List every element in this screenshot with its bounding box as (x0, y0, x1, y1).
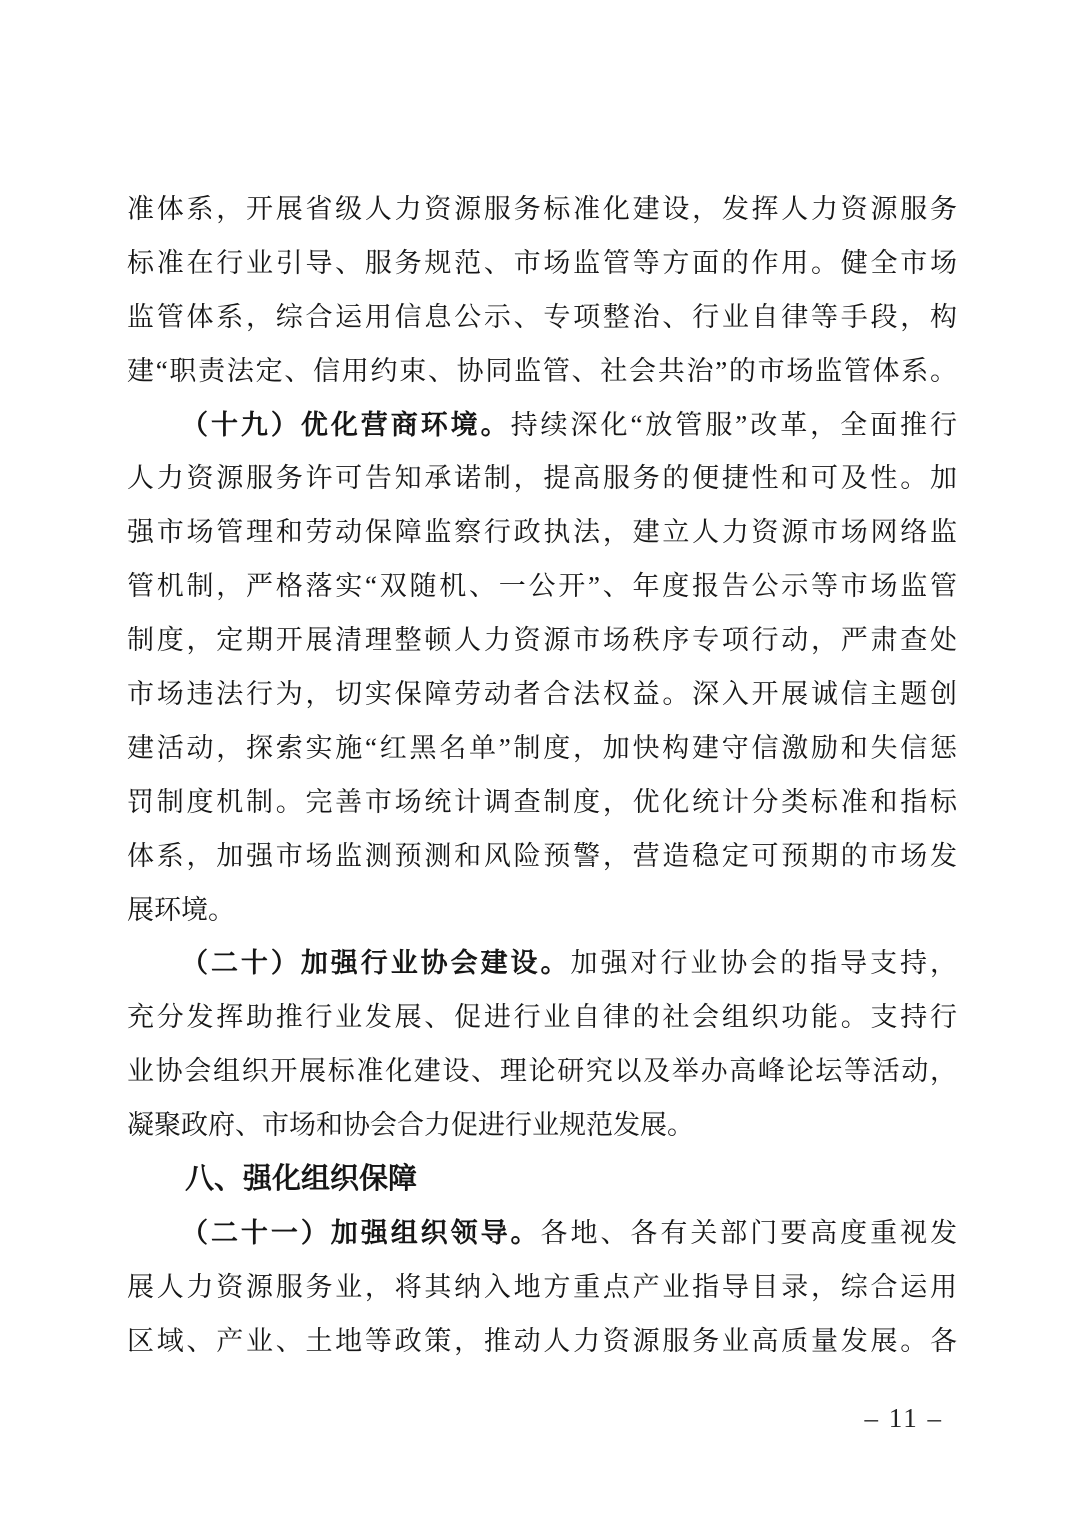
body-text: 人力资源服务许可告知承诺制，提高服务的便捷性和可及性。加 (127, 463, 957, 494)
text-line (127, 452, 957, 506)
body-text: 制度，定期开展清理整顿人力资源市场秩序专项行动，严肃查处 (127, 625, 957, 656)
body-text: 业协会组织开展标准化建设、理论研究以及举办高峰论坛等活动， (127, 1056, 957, 1087)
body-text: 监管体系，综合运用信息公示、专项整治、行业自律等手段，构 (127, 301, 957, 332)
text-line (127, 1045, 957, 1099)
body-text: 市场违法行为，切实保障劳动者合法权益。深入开展诚信主题创 (127, 679, 957, 710)
body-text: 建“职责法定、信用约束、协同监管、社会共治”的市场监管体系。 (127, 355, 957, 386)
body-text: 加强对行业协会的指导支持， (570, 948, 957, 979)
text-line (127, 668, 957, 722)
text-line (127, 183, 957, 237)
text-line (127, 560, 957, 614)
text-line (127, 614, 957, 668)
body-text: 各地、各有关部门要高度重视发 (540, 1217, 957, 1248)
body-text: 准体系，开展省级人力资源服务标准化建设，发挥人力资源服务 (127, 194, 957, 224)
body-text: 体系，加强市场监测预测和风险预警，营造稳定可预期的市场发 (127, 840, 957, 871)
body-text: 标准在行业引导、服务规范、市场监管等方面的作用。健全市场 (127, 247, 957, 278)
text-line (127, 884, 957, 938)
text-line (127, 991, 957, 1045)
body-text: 管机制，严格落实“双随机、一公开”、年度报告公示等市场监管 (127, 571, 957, 602)
text-line (127, 506, 957, 560)
chapter-heading-8: 八、强化组织保障 (185, 1163, 418, 1196)
body-text: 强市场管理和劳动保障监察行政执法，建立人力资源市场网络监 (127, 517, 957, 548)
section-heading-21: （二十一）加强组织领导。 (181, 1217, 541, 1248)
body-text: 展环境。 (127, 894, 235, 925)
text-line (127, 345, 957, 399)
text-line (127, 237, 957, 291)
body-text: 建活动，探索实施“红黑名单”制度，加快构建守信激励和失信惩 (127, 732, 957, 763)
body-text: 罚制度机制。完善市场统计调查制度，优化统计分类标准和指标 (127, 786, 957, 817)
text-line (127, 1261, 957, 1315)
text-line (127, 1315, 957, 1369)
body-text: 凝聚政府、市场和协会合力促进行业规范发展。 (127, 1110, 694, 1141)
text-line (127, 1207, 957, 1261)
text-line (127, 1153, 957, 1207)
body-text: 区域、产业、土地等政策，推动人力资源服务业高质量发展。各 (127, 1325, 957, 1356)
section-heading-20: （二十）加强行业协会建设。 (181, 948, 571, 979)
document-body (127, 183, 957, 1369)
text-line (127, 1099, 957, 1153)
text-line (127, 776, 957, 830)
text-line (127, 937, 957, 991)
page-number: – 11 – (864, 1403, 943, 1433)
text-line (127, 291, 957, 345)
body-text: 展人力资源服务业，将其纳入地方重点产业指导目录，综合运用 (127, 1271, 957, 1302)
text-line (127, 722, 957, 776)
body-text: 持续深化“放管服”改革，全面推行 (510, 409, 957, 440)
text-line (127, 830, 957, 884)
section-heading-19: （十九）优化营商环境。 (181, 409, 511, 440)
body-text: 充分发挥助推行业发展、促进行业自律的社会组织功能。支持行 (127, 1002, 957, 1033)
text-line (127, 399, 957, 453)
